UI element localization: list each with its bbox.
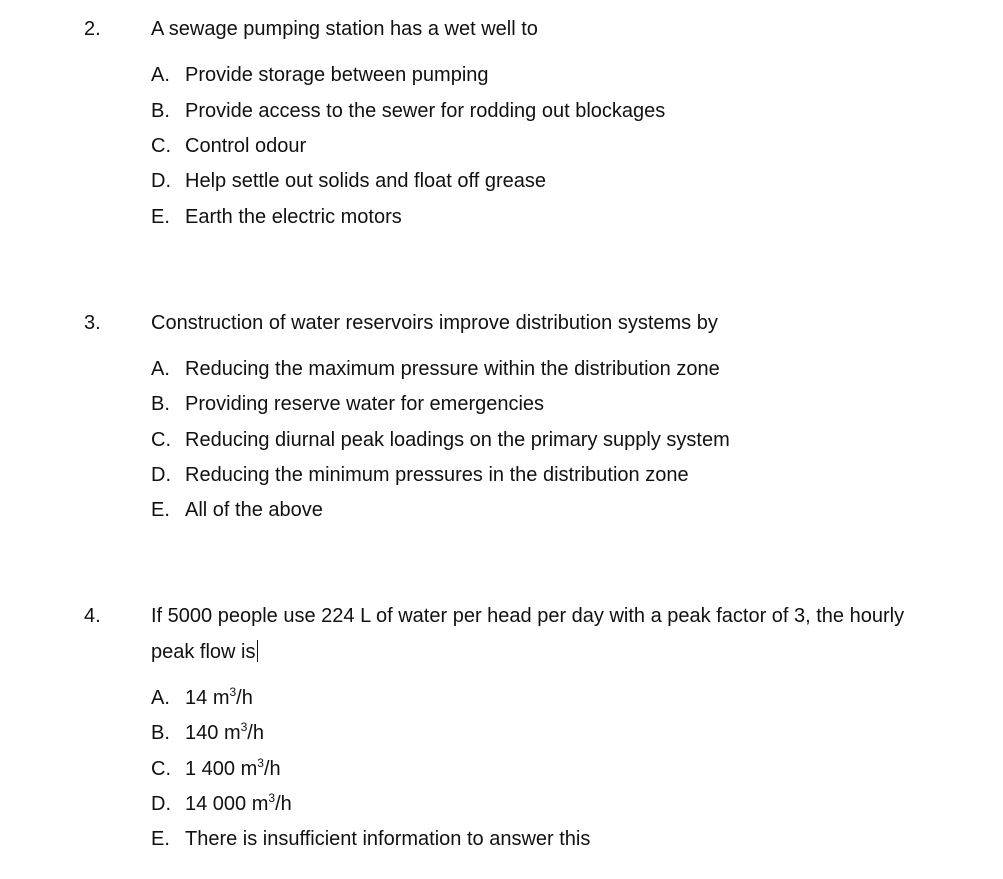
unit-base: m (240, 758, 258, 780)
unit-exponent: 3 (257, 756, 264, 770)
option-text (185, 758, 281, 780)
option-3b (151, 392, 544, 416)
option-value: 1 400 (185, 758, 241, 780)
option-letter: D. (151, 464, 171, 486)
option-4e (151, 827, 590, 851)
option-letter: B. (151, 393, 170, 415)
option-4c (151, 757, 281, 781)
unit-suffix: /h (247, 722, 264, 744)
option-text: Providing reserve water for emergencies (185, 393, 545, 415)
unit-suffix: /h (275, 793, 292, 815)
unit-exponent: 3 (268, 791, 276, 805)
question-number: 2. (84, 18, 101, 40)
question-stem: Construction of water reservoirs improve distribution systems by (151, 312, 718, 334)
unit-suffix: /h (263, 758, 281, 780)
question-stem-line-2: peak flow is (151, 641, 256, 663)
text-cursor (257, 640, 259, 662)
option-letter: D. (151, 793, 171, 815)
question-stem-line-1: If 5000 people use 224 L of water per head per day with a peak factor of 3, the hourly (151, 605, 905, 627)
option-letter: B. (151, 100, 170, 122)
unit-base: m (251, 793, 269, 815)
option-text (185, 722, 264, 744)
option-text (185, 793, 292, 815)
unit-exponent: 3 (229, 685, 237, 699)
option-text: Reducing the minimum pressures in the distribution zone (185, 464, 689, 486)
option-2b (151, 99, 665, 123)
option-text: Provide storage between pumping (185, 64, 489, 86)
option-2d (151, 169, 546, 193)
option-letter: A. (151, 64, 170, 86)
option-letter: C. (151, 758, 171, 780)
unit-exponent: 3 (240, 720, 248, 734)
question-number: 4. (84, 605, 101, 627)
option-letter: A. (151, 687, 170, 709)
option-4a (151, 686, 253, 710)
option-letter: E. (151, 828, 170, 850)
option-letter: D. (151, 170, 171, 192)
option-3e (151, 498, 323, 522)
unit-suffix: /h (236, 687, 253, 709)
question-number: 3. (84, 312, 101, 334)
option-2e (151, 205, 402, 229)
option-3d (151, 463, 689, 487)
option-text (185, 687, 253, 709)
unit-base: m (223, 722, 241, 744)
option-3c (151, 428, 730, 452)
option-letter: B. (151, 722, 170, 744)
option-text: There is insufficient information to answer this (185, 828, 591, 850)
option-text: Provide access to the sewer for rodding out blockages (185, 100, 666, 122)
option-text: Reducing diurnal peak loadings on the primary supply system (185, 429, 730, 451)
option-text: Control odour (185, 135, 307, 157)
option-3a (151, 357, 720, 381)
option-value: 140 (185, 722, 224, 744)
option-letter: E. (151, 206, 170, 228)
question-stem (151, 598, 941, 670)
option-value: 14 000 (185, 793, 252, 815)
option-letter: C. (151, 429, 171, 451)
option-text: Earth the electric motors (185, 206, 402, 228)
option-text: All of the above (185, 499, 323, 521)
option-2c (151, 134, 306, 158)
option-letter: E. (151, 499, 170, 521)
option-2a (151, 63, 489, 87)
option-value: 14 (185, 687, 213, 709)
question-stem: A sewage pumping station has a wet well to (151, 18, 538, 40)
option-text: Reducing the maximum pressure within the distribution zone (185, 358, 720, 380)
option-text: Help settle out solids and float off grease (185, 170, 546, 192)
unit-base: m (212, 687, 230, 709)
option-4d (151, 792, 292, 816)
option-4b (151, 721, 264, 745)
option-letter: C. (151, 135, 171, 157)
option-letter: A. (151, 358, 170, 380)
